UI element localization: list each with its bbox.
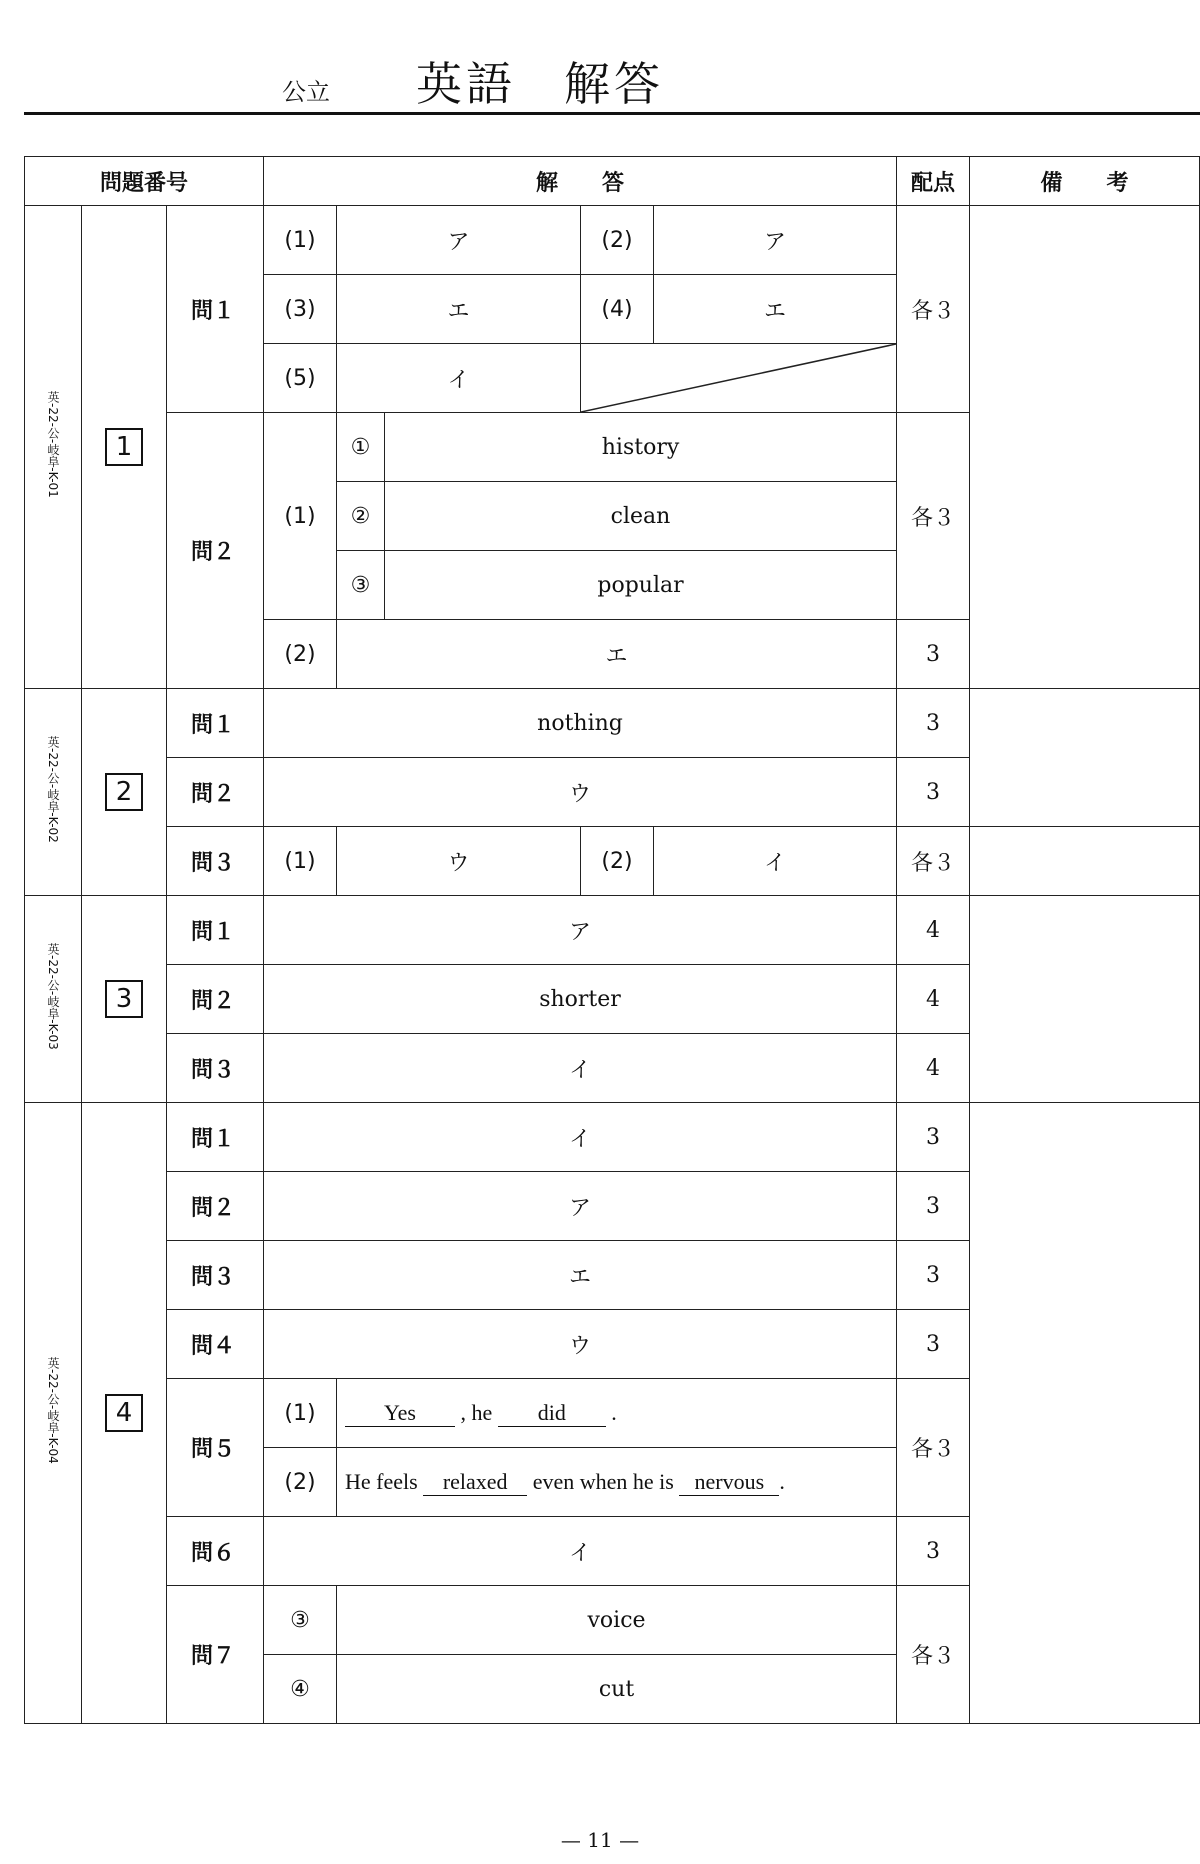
answer-sentence: [337, 1379, 897, 1448]
sub-number: (1): [264, 827, 337, 896]
question-label: 問２: [167, 413, 264, 689]
section-number: 2: [82, 689, 167, 896]
item-marker: ③: [264, 1586, 337, 1655]
sub-number: (1): [264, 413, 337, 620]
section-number: 4: [82, 1103, 167, 1724]
answer-cell: ウ: [264, 1310, 897, 1379]
question-label: 問３: [167, 827, 264, 896]
question-label: 問５: [167, 1379, 264, 1517]
notes-cell: [970, 1103, 1200, 1724]
sentence-text: He feels: [345, 1468, 418, 1494]
sub-number: (2): [264, 620, 337, 689]
page-number: — 11 —: [560, 1828, 640, 1852]
table-row: [25, 206, 1200, 275]
points-cell: 4: [897, 965, 970, 1034]
notes-cell: [970, 206, 1200, 689]
answer-cell: エ: [337, 620, 897, 689]
answer-table: [24, 156, 1200, 1724]
table-row: [25, 827, 1200, 896]
col-points: 配点: [897, 157, 970, 206]
col-problem-no: 問題番号: [25, 157, 264, 206]
answer-cell: history: [385, 413, 897, 482]
notes-cell: [970, 689, 1200, 827]
question-label: 問３: [167, 1034, 264, 1103]
answer-cell: エ: [264, 1241, 897, 1310]
answer-cell: ウ: [264, 758, 897, 827]
answer-cell: clean: [385, 482, 897, 551]
section-code: 英-22-公-岐阜-K-02: [25, 689, 82, 896]
answer-blank: nervous: [679, 1469, 779, 1496]
sub-number: (5): [264, 344, 337, 413]
answer-blank: did: [498, 1400, 606, 1427]
sub-number: (1): [264, 1379, 337, 1448]
sentence-text: even when he is: [532, 1468, 674, 1494]
question-label: 問１: [167, 896, 264, 965]
answer-cell: ア: [654, 206, 897, 275]
question-label: 問６: [167, 1517, 264, 1586]
answer-cell: ウ: [337, 827, 581, 896]
section-number: 3: [82, 896, 167, 1103]
sentence-text: , he: [460, 1399, 493, 1425]
answer-cell: エ: [654, 275, 897, 344]
item-marker: ③: [337, 551, 385, 620]
section-code: 英-22-公-岐阜-K-01: [25, 206, 82, 689]
sentence-text: .: [611, 1399, 617, 1425]
public-label: 公立: [282, 78, 330, 106]
answer-cell: shorter: [264, 965, 897, 1034]
question-label: 問１: [167, 206, 264, 413]
points-cell: 各３: [897, 206, 970, 413]
section-number: 1: [82, 206, 167, 689]
question-label: 問２: [167, 1172, 264, 1241]
question-label: 問２: [167, 758, 264, 827]
section-code: 英-22-公-岐阜-K-04: [25, 1103, 82, 1724]
points-cell: 各３: [897, 1379, 970, 1517]
sub-number: (2): [264, 1448, 337, 1517]
points-cell: 各３: [897, 827, 970, 896]
answer-blank: relaxed: [423, 1469, 527, 1496]
answer-cell: ア: [337, 206, 581, 275]
item-marker: ④: [264, 1655, 337, 1724]
section-code: 英-22-公-岐阜-K-03: [25, 896, 82, 1103]
question-label: 問４: [167, 1310, 264, 1379]
answer-cell: ア: [264, 896, 897, 965]
answer-cell: イ: [337, 344, 581, 413]
table-row: [25, 896, 1200, 965]
points-cell: 3: [897, 1310, 970, 1379]
notes-cell: [970, 896, 1200, 1103]
sentence-text: .: [779, 1468, 785, 1494]
answer-cell: ア: [264, 1172, 897, 1241]
col-notes: 備 考: [970, 157, 1200, 206]
answer-title: 解答: [564, 57, 664, 111]
sub-number: (2): [581, 206, 654, 275]
table-row: [25, 1103, 1200, 1172]
question-label: 問２: [167, 965, 264, 1034]
subject-title: 英語: [416, 57, 516, 111]
item-marker: ①: [337, 413, 385, 482]
points-cell: 3: [897, 689, 970, 758]
answer-cell: イ: [264, 1034, 897, 1103]
unused-cell: [581, 344, 897, 413]
item-marker: ②: [337, 482, 385, 551]
table-row: [25, 689, 1200, 758]
answer-cell: voice: [337, 1586, 897, 1655]
answer-cell: イ: [264, 1103, 897, 1172]
sub-number: (1): [264, 206, 337, 275]
col-answer: 解 答: [264, 157, 897, 206]
question-label: 問７: [167, 1586, 264, 1724]
points-cell: 3: [897, 1517, 970, 1586]
points-cell: 4: [897, 1034, 970, 1103]
answer-cell: popular: [385, 551, 897, 620]
points-cell: 4: [897, 896, 970, 965]
answer-blank: Yes: [345, 1400, 455, 1427]
points-cell: 3: [897, 1103, 970, 1172]
points-cell: 各３: [897, 1586, 970, 1724]
sub-number: (4): [581, 275, 654, 344]
answer-cell: イ: [654, 827, 897, 896]
sub-number: (2): [581, 827, 654, 896]
answer-cell: エ: [337, 275, 581, 344]
answer-cell: cut: [337, 1655, 897, 1724]
diagonal-line: [581, 344, 896, 412]
points-cell: 3: [897, 758, 970, 827]
answer-cell: nothing: [264, 689, 897, 758]
points-cell: 各３: [897, 413, 970, 620]
question-label: 問３: [167, 1241, 264, 1310]
question-label: 問１: [167, 1103, 264, 1172]
points-cell: 3: [897, 1241, 970, 1310]
answer-cell: イ: [264, 1517, 897, 1586]
sub-number: (3): [264, 275, 337, 344]
notes-cell: [970, 827, 1200, 896]
answer-sentence: [337, 1448, 897, 1517]
page-header: [24, 40, 1200, 115]
header-row: [25, 157, 1200, 206]
points-cell: 3: [897, 620, 970, 689]
points-cell: 3: [897, 1172, 970, 1241]
question-label: 問１: [167, 689, 264, 758]
